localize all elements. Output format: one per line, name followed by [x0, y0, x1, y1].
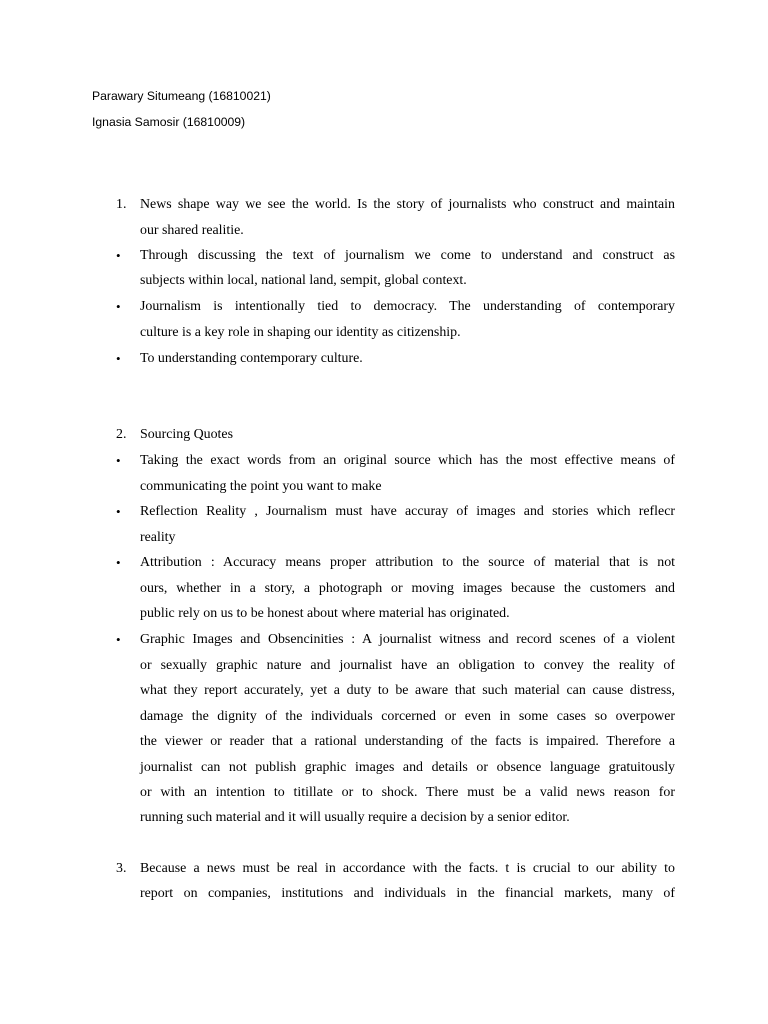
bullet-line: culture is a key role in shaping our identity as citizenship. — [140, 325, 461, 340]
section-number: 1. — [116, 197, 127, 212]
bullet-marker: • — [116, 351, 121, 366]
bullet-line: journalist can not publish graphic images and details or obsence language gratuitously — [140, 760, 675, 775]
bullet-line: running such material and it will usually require a decision by a senior editor. — [140, 810, 570, 825]
bullet-line: Journalism is intentionally tied to democracy. The understanding of contemporary — [140, 299, 675, 314]
bullet-marker: • — [116, 555, 121, 570]
bullet-marker: • — [116, 453, 121, 468]
bullet-marker: • — [116, 504, 121, 519]
bullet-line: the viewer or reader that a rational understanding of the facts is impaired. Therefore a — [140, 734, 675, 749]
bullet-line: public rely on us to be honest about where material has originated. — [140, 606, 510, 621]
bullet-line: To understanding contemporary culture. — [140, 351, 363, 366]
section-heading-line: our shared realitie. — [140, 223, 244, 238]
bullet-line: damage the dignity of the individuals corcerned or even in some cases so overpower — [140, 709, 675, 724]
bullet-line: subjects within local, national land, sempit, global context. — [140, 273, 467, 288]
bullet-line: reality — [140, 530, 176, 545]
author-name: Ignasia Samosir (16810009) — [92, 115, 246, 129]
section-number: 3. — [116, 861, 127, 876]
bullet-line: ours, whether in a story, a photograph or moving images because the customers and — [140, 581, 675, 596]
bullet-line: Reflection Reality , Journalism must have accuray of images and stories which reflecr — [140, 504, 675, 519]
section-heading-line: report on companies, institutions and individuals in the financial markets, many of — [140, 886, 675, 901]
bullet-line: Taking the exact words from an original source which has the most effective means of — [140, 453, 675, 468]
bullet-line: Through discussing the text of journalism we come to understand and construct as — [140, 248, 675, 263]
bullet-marker: • — [116, 299, 121, 314]
section-heading-line: Because a news must be real in accordance with the facts. t is crucial to our ability to — [140, 861, 675, 876]
bullet-line: communicating the point you want to make — [140, 479, 382, 494]
bullet-line: what they report accurately, yet a duty to be aware that such material can cause distress, — [140, 683, 675, 698]
section-heading-line: News shape way we see the world. Is the story of journalists who construct and maintain — [140, 197, 675, 212]
bullet-line: Attribution : Accuracy means proper attribution to the source of material that is not — [140, 555, 675, 570]
section-heading-line: Sourcing Quotes — [140, 427, 233, 442]
section-number: 2. — [116, 427, 127, 442]
bullet-marker: • — [116, 632, 121, 647]
bullet-line: Graphic Images and Obsencinities : A journalist witness and record scenes of a violent — [140, 632, 675, 647]
bullet-line: or with an intention to titillate or to shock. There must be a valid news reason for — [140, 785, 675, 800]
bullet-line: or sexually graphic nature and journalist have an obligation to convey the reality of — [140, 658, 675, 673]
bullet-marker: • — [116, 248, 121, 263]
author-name: Parawary Situmeang (16810021) — [92, 89, 271, 103]
